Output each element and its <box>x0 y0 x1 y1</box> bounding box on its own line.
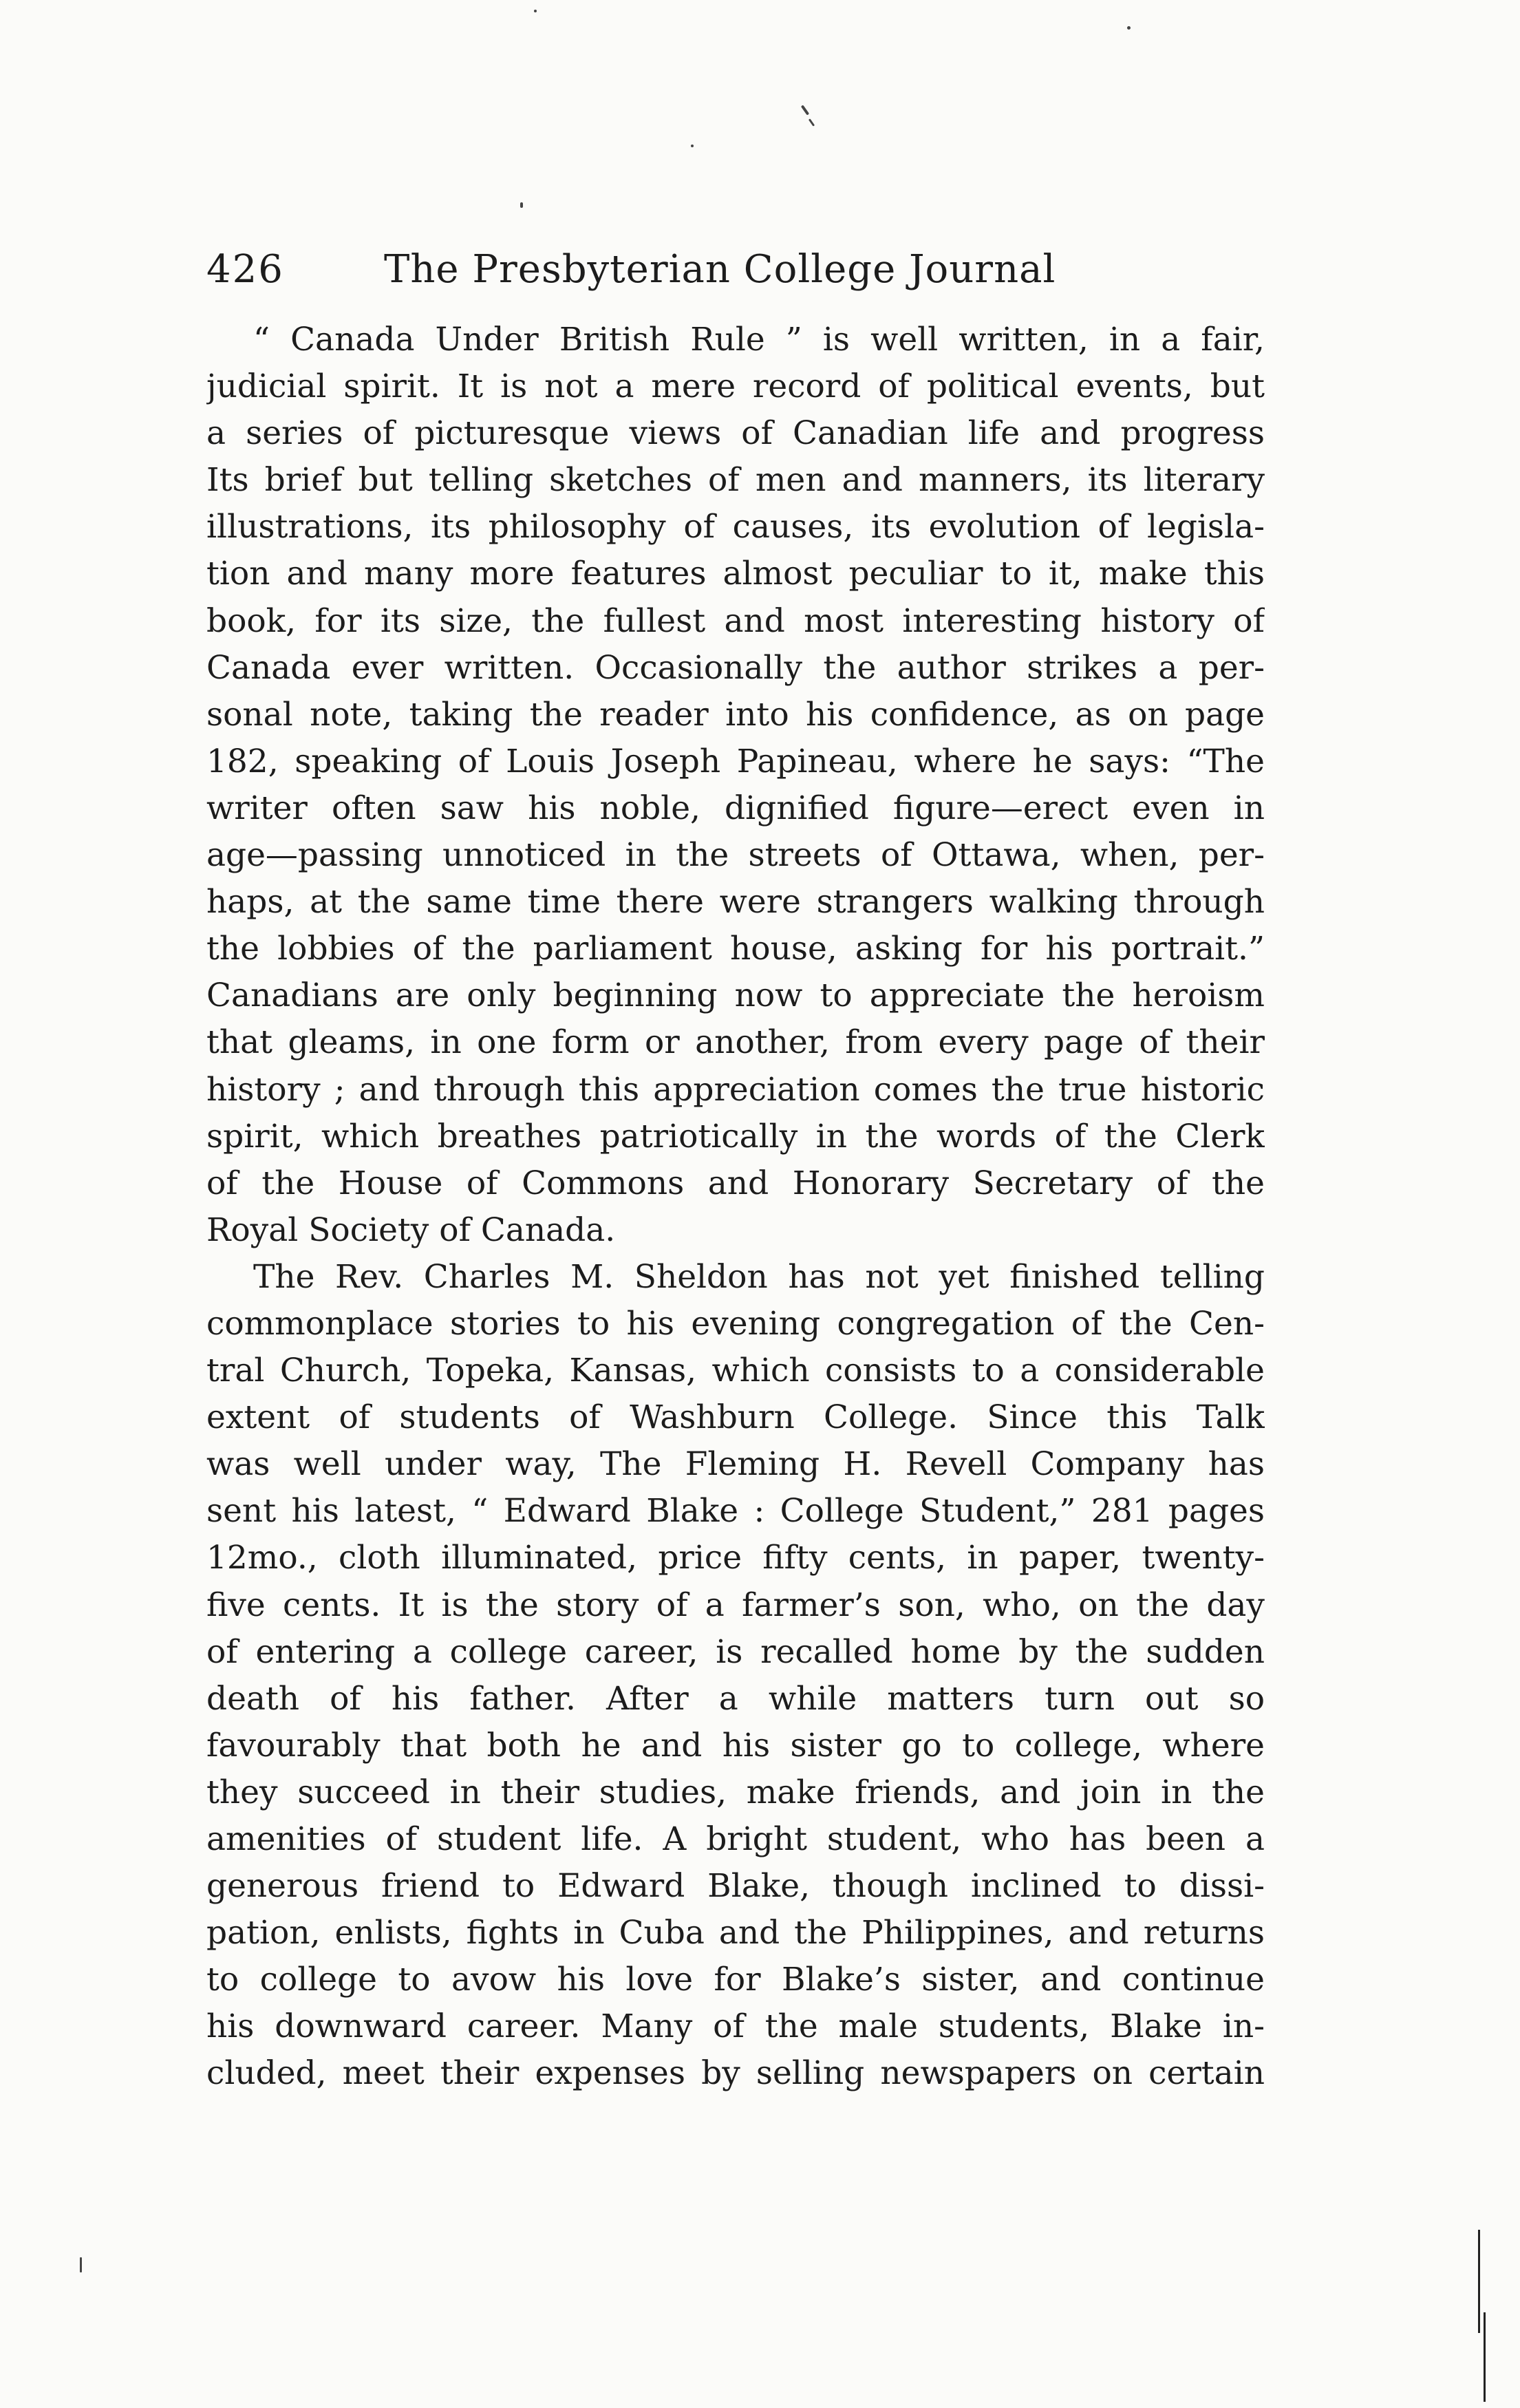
scan-speck <box>691 145 694 147</box>
text-line: tral Church, Topeka, Kansas, which consists to a considerable <box>206 1352 1265 1390</box>
text-line: sent his latest, “ Edward Blake : College Student,” 281 pages <box>206 1492 1265 1531</box>
text-line: 182, speaking of Louis Joseph Papineau, where he says: “The <box>206 742 1265 780</box>
text-line: history ; and through this appreciation comes the true historic <box>206 1070 1265 1109</box>
text-line: a series of picturesque views of Canadian life and progress <box>206 414 1265 453</box>
text-line: illustrations, its philosophy of causes, its evolution of legisla- <box>206 508 1265 546</box>
text-line: of entering a college career, is recalled home by the sudden <box>206 1632 1265 1671</box>
text-line: generous friend to Edward Blake, though inclined to dissi- <box>206 1867 1265 1906</box>
text-line: Canada ever written. Occasionally the author strikes a per- <box>206 648 1265 687</box>
scan-speck <box>1127 26 1131 30</box>
text-line: spirit, which breathes patriotically in the words of the Clerk <box>206 1117 1265 1155</box>
text-line: Canadians are only beginning now to appreciate the heroism <box>206 977 1265 1015</box>
text-line: age—passing unnoticed in the streets of Ottawa, when, per- <box>206 836 1265 875</box>
page-edge-mark <box>1478 2230 1480 2333</box>
text-line: five cents. It is the story of a farmer’s son, who, on the day <box>206 1586 1265 1624</box>
body-text <box>206 317 1265 2098</box>
text-line: Royal Society of Canada. <box>206 1211 616 1249</box>
running-title: The Presbyterian College Journal <box>384 247 1056 292</box>
text-line: commonplace stories to his evening congregation of the Cen- <box>206 1304 1265 1343</box>
text-line: “ Canada Under British Rule ” is well written, in a fair, <box>253 321 1265 359</box>
scan-speck <box>534 10 537 12</box>
scan-speck <box>80 2257 82 2272</box>
text-line: tion and many more features almost peculiar to it, make this <box>206 555 1265 593</box>
text-line: judicial spirit. It is not a mere record of political events, but <box>206 367 1265 406</box>
text-line: of the House of Commons and Honorary Secretary of the <box>206 1164 1265 1202</box>
text-line: favourably that both he and his sister go to college, where <box>206 1726 1265 1765</box>
text-line: pation, enlists, fights in Cuba and the Philippines, and returns <box>206 1914 1265 1952</box>
text-line: extent of students of Washburn College. Since this Talk <box>206 1398 1265 1437</box>
scan-speck <box>801 105 809 115</box>
text-line: sonal note, taking the reader into his confidence, as on page <box>206 695 1265 734</box>
text-line: writer often saw his noble, dignified figure—erect even in <box>206 789 1265 827</box>
text-line: the lobbies of the parliament house, asking for his portrait.” <box>206 930 1265 968</box>
scan-speck <box>520 202 523 208</box>
page-edge-mark <box>1484 2312 1486 2402</box>
text-line: The Rev. Charles M. Sheldon has not yet finished telling <box>253 1257 1265 1296</box>
text-line: his downward career. Many of the male students, Blake in- <box>206 2007 1265 2046</box>
text-line: was well under way, The Fleming H. Revell Company has <box>206 1445 1265 1484</box>
scan-speck <box>809 118 815 127</box>
text-line: death of his father. After a while matters turn out so <box>206 1679 1265 1718</box>
text-line: that gleams, in one form or another, from every page of their <box>206 1023 1265 1062</box>
text-line: amenities of student life. A bright student, who has been a <box>206 1820 1265 1858</box>
text-line: haps, at the same time there were strangers walking through <box>206 883 1265 921</box>
text-line: cluded, meet their expenses by selling newspapers on certain <box>206 2054 1265 2093</box>
text-line: book, for its size, the fullest and most interesting history of <box>206 601 1265 640</box>
text-line: they succeed in their studies, make friends, and join in the <box>206 1773 1265 1811</box>
page-number: 426 <box>206 247 284 292</box>
text-line: to college to avow his love for Blake’s sister, and continue <box>206 1961 1265 1999</box>
text-line: 12mo., cloth illuminated, price fifty cents, in paper, twenty- <box>206 1539 1265 1577</box>
page-header <box>206 242 1266 304</box>
text-line: Its brief but telling sketches of men and manners, its literary <box>206 461 1265 500</box>
